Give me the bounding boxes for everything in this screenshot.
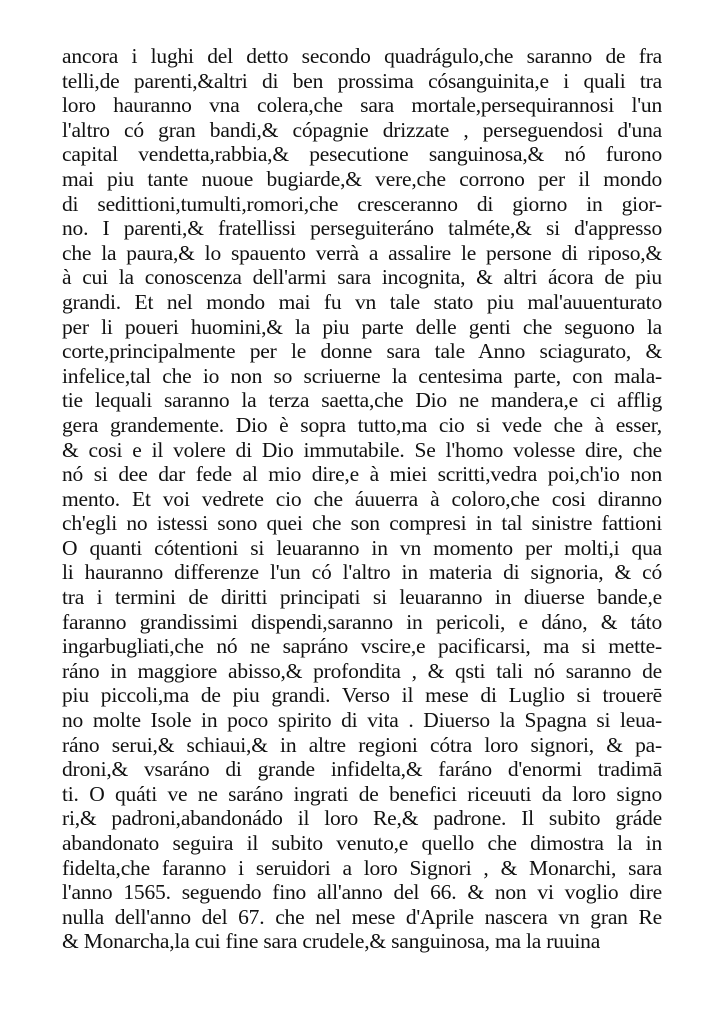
text-line: no. I parenti,& fratellissi perseguiteráno talméte,& si d'appresso xyxy=(62,216,662,241)
text-line: O quanti cótentioni si leuaranno in vn momento per molti,i qua xyxy=(62,535,662,560)
text-line: l'anno 1565. seguendo fino all'anno del 66. & non vi voglio dire xyxy=(62,880,662,905)
text-line: ingarbugliati,che nó ne sapráno vscire,e pacificarsi, ma si mette- xyxy=(62,634,662,659)
text-line: mento. Et voi vedrete cio che áuuerra à coloro,che cosi diranno xyxy=(62,486,662,511)
text-line: tie lequali saranno la terza saetta,che Dio ne mandera,e ci afflig xyxy=(62,388,662,413)
text-line: nó si dee dar fede al mio dire,e à miei scritti,vedra poi,ch'io non xyxy=(62,462,662,487)
text-line: infelice,tal che io non so scriuerne la centesima parte, con mala- xyxy=(62,363,662,388)
text-line: fidelta,che faranno i seruidori a loro Signori , & Monarchi, sara xyxy=(62,855,662,880)
text-line: ti. O quáti ve ne saráno ingrati de benefici riceuuti da loro signo xyxy=(62,781,662,806)
text-line: capital vendetta,rabbia,& pesecutione sanguinosa,& nó furono xyxy=(62,142,662,167)
text-line: li hauranno differenze l'un có l'altro in materia di signoria, & có xyxy=(62,560,662,585)
text-line: & cosi e il volere di Dio immutabile. Se l'homo volesse dire, che xyxy=(62,437,662,462)
text-line: che la paura,& lo spauento verrà a assalire le persone di riposo,& xyxy=(62,240,662,265)
text-line: no molte Isole in poco spirito di vita . Diuerso la Spagna si leua- xyxy=(62,708,662,733)
text-line: tra i termini de diritti principati si leuaranno in diuerse bande,e xyxy=(62,585,662,610)
text-line: mai piu tante nuoue bugiarde,& vere,che corrono per il mondo xyxy=(62,166,662,191)
text-line: ráno serui,& schiaui,& in altre regioni cótra loro signori, & pa- xyxy=(62,732,662,757)
text-line: & Monarcha,la cui fine sara crudele,& sanguinosa, ma la ruuina xyxy=(62,929,601,954)
text-line: droni,& vsaráno di grande infidelta,& faráno d'enormi tradimā xyxy=(62,757,662,782)
text-line: ri,& padroni,abandonádo il loro Re,& padrone. Il subito gráde xyxy=(62,806,662,831)
text-line: nulla dell'anno del 67. che nel mese d'Aprile nascera vn gran Re xyxy=(62,904,662,929)
text-line: corte,principalmente per le donne sara tale Anno sciagurato, & xyxy=(62,339,662,364)
text-line: faranno grandissimi dispendi,saranno in pericoli, e dáno, & táto xyxy=(62,609,662,634)
text-line: ch'egli no istessi sono quei che son compresi in tal sinistre fattioni xyxy=(62,511,662,536)
text-line: l'altro có gran bandi,& cópagnie drizzate , perseguendosi d'una xyxy=(62,117,662,142)
text-line: ráno in maggiore abisso,& profondita , & qsti tali nó saranno de xyxy=(62,658,662,683)
text-line: ancora i lughi del detto secondo quadrágulo,che saranno de fra xyxy=(62,44,662,68)
text-line: telli,de parenti,&altri di ben prossima cósanguinita,e i quali tra xyxy=(62,68,662,93)
text-line: abandonato seguira il subito venuto,e quello che dimostra la in xyxy=(62,831,662,855)
text-line: grandi. Et nel mondo mai fu vn tale stato piu mal'auuenturato xyxy=(62,289,662,314)
text-line: piu piccoli,ma de piu grandi. Verso il mese di Luglio si trouerē xyxy=(62,683,662,708)
text-line: loro hauranno vna colera,che sara mortale,persequirannosi l'un xyxy=(62,93,662,118)
text-line: gera grandemente. Dio è sopra tutto,ma cio si vede che à esser, xyxy=(62,412,662,437)
text-line: per li poueri huomini,& la piu parte delle genti che seguono la xyxy=(62,314,662,339)
text-line: di sedittioni,tumulti,romori,che cresceranno di giorno in gior- xyxy=(62,191,662,216)
page-text xyxy=(62,44,662,954)
text-line: à cui la conoscenza dell'armi sara incognita, & altri ácora de piu xyxy=(62,265,662,290)
